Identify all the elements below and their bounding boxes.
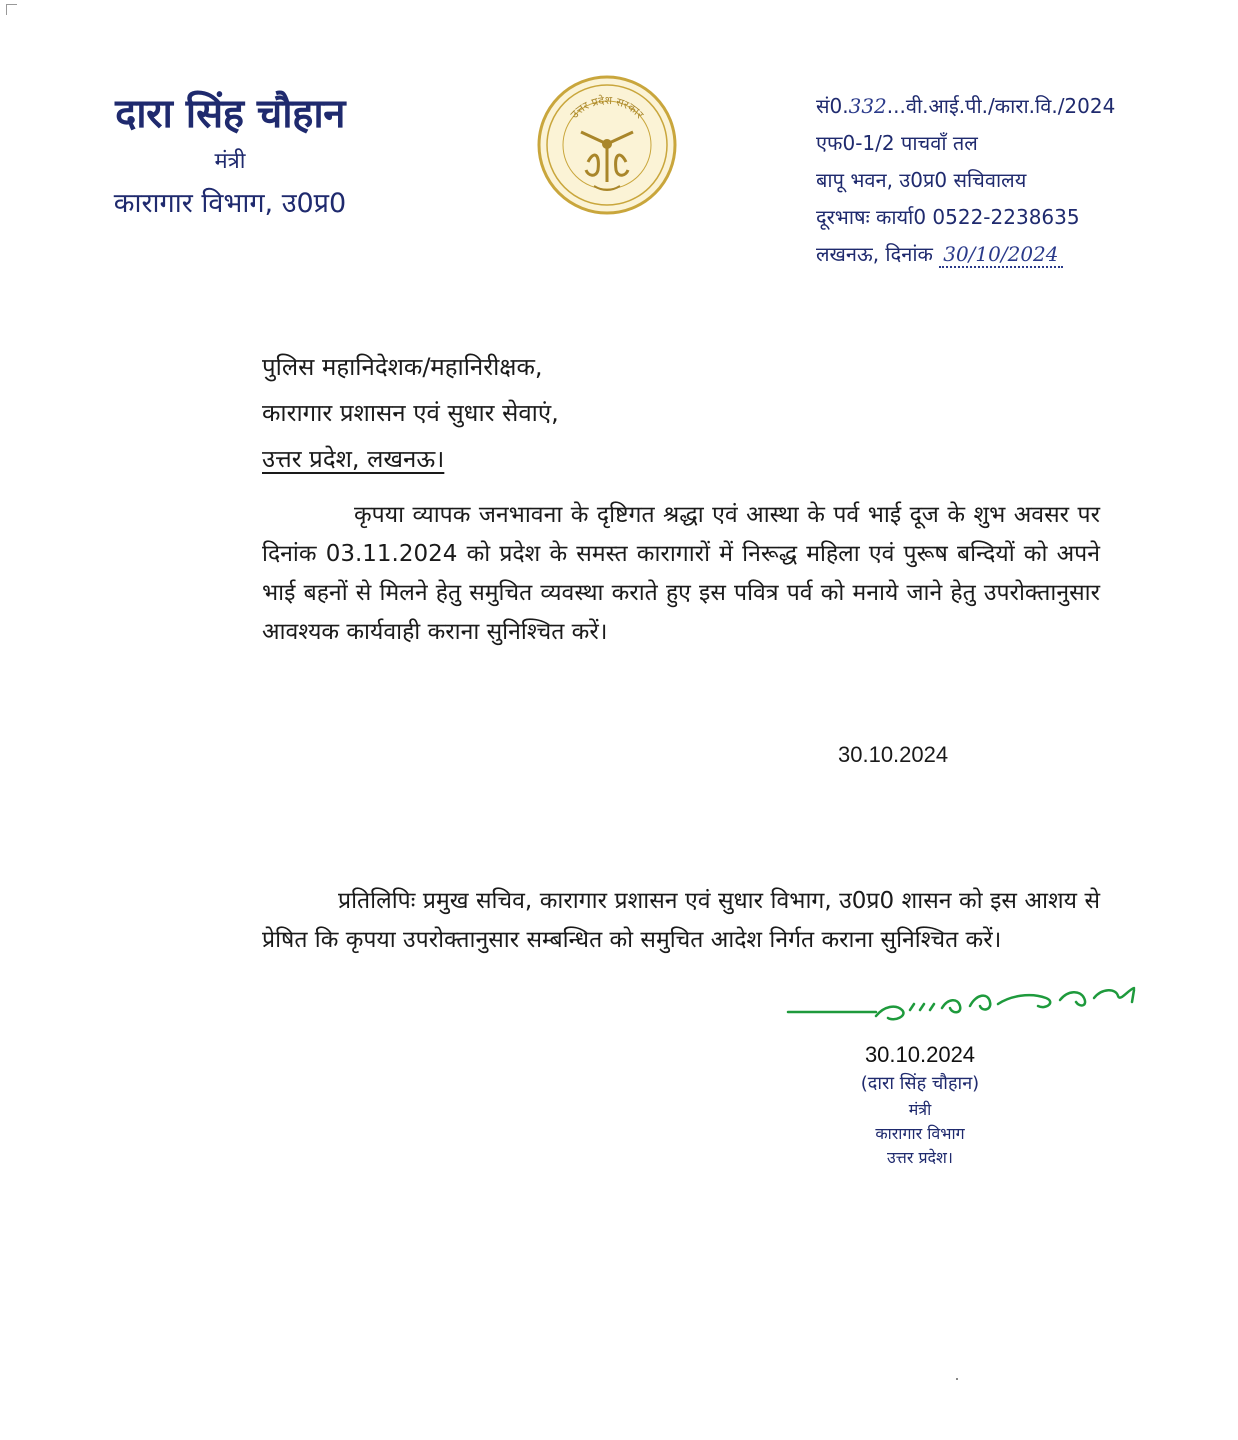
up-government-seal-icon (536, 74, 678, 216)
handwritten-signature (784, 976, 1144, 1026)
address-line-2: बापू भवन, उ0प्र0 सचिवालय (816, 168, 1027, 192)
signatory-title: मंत्री (908, 1100, 932, 1119)
signatory-department: कारागार विभाग (875, 1124, 965, 1143)
signature-date: 30.10.2024 (864, 1042, 976, 1067)
addressee-line-1: पुलिस महानिदेशक/महानिरीक्षक, (262, 353, 543, 381)
letterhead-left (60, 86, 400, 226)
addressee-block (262, 344, 559, 482)
body-paragraph: कृपया व्यापक जनभावना के दृष्टिगत श्रद्धा एवं आस्था के पर्व भाई दूज के शुभ अवसर पर दिनांक 03.11.2024 को प्रदेश के समस्त कारागारों में निरूद्ध महिला एवं पुरूष बन्दियों को अपने भाई बहनों से मिलने हेतु समुचित व्यवस्था कराते हुए इस पवित्र पर्व को मनाये जाने हेतु उपरोक्तानुसार आवश्यक कार्यवाही कराना सुनिश्चित करें। (262, 502, 1100, 645)
body-date: 30.10.2024 (838, 742, 949, 767)
scan-corner-mark (6, 4, 17, 15)
phone-number: दूरभाषः कार्या0 0522-2238635 (816, 205, 1080, 229)
reference-number: सं0.332...वी.आई.पी./कारा.वि./2024 (816, 94, 1116, 118)
signature-block (820, 1040, 1020, 1170)
signatory-name: (दारा सिंह चौहान) (860, 1073, 980, 1094)
minister-department: कारागार विभाग, उ0प्र0 (113, 188, 347, 219)
scan-speck (956, 1378, 958, 1380)
seal-text: उत्तर प्रदेश सरकार (567, 93, 647, 122)
address-line-1: एफ0-1/2 पाचवाँ तल (816, 131, 978, 155)
minister-name: दारा सिंह चौहान (115, 91, 345, 137)
reference-number-handwritten: 332 (848, 94, 887, 118)
letter-date: लखनऊ, दिनांक 30/10/2024 (816, 236, 1216, 273)
letter-date-handwritten: 30/10/2024 (939, 242, 1062, 268)
addressee-line-3: उत्तर प्रदेश, लखनऊ। (262, 445, 445, 473)
signatory-state: उत्तर प्रदेश। (887, 1148, 953, 1167)
copy-paragraph: प्रतिलिपिः प्रमुख सचिव, कारागार प्रशासन एवं सुधार विभाग, उ0प्र0 शासन को इस आशय से प्रेषित कि कृपया उपरोक्तानुसार सम्बन्धित को समुचित आदेश निर्गत कराना सुनिश्चित करें। (262, 888, 1100, 953)
minister-title: मंत्री (214, 149, 246, 174)
addressee-line-2: कारागार प्रशासन एवं सुधार सेवाएं, (262, 399, 559, 427)
letterhead-right (816, 88, 1216, 273)
